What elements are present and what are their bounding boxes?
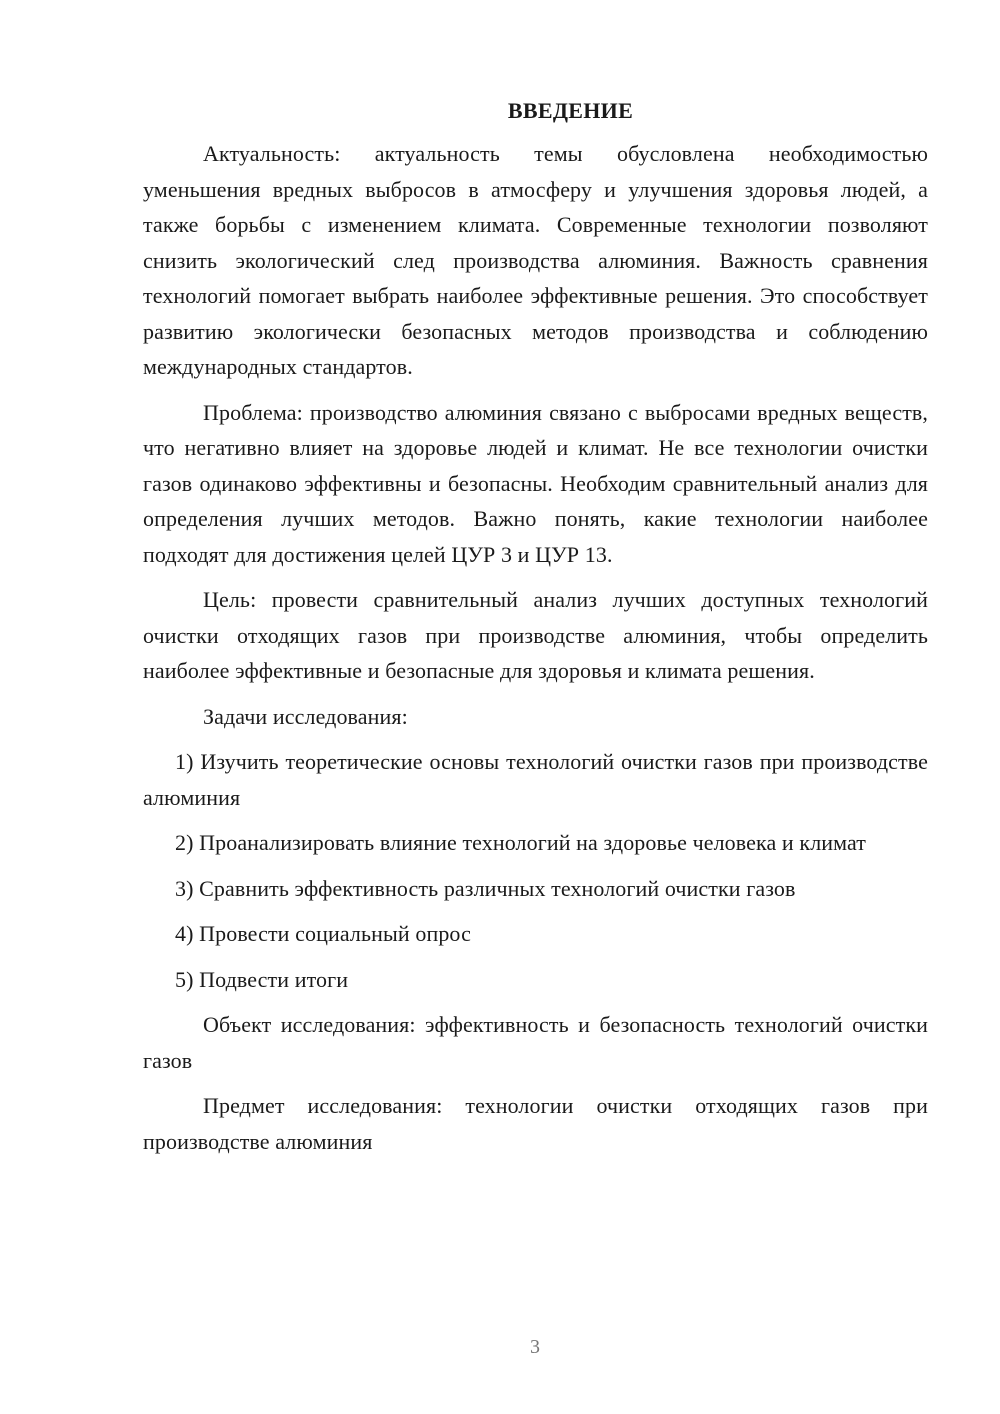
- task-item-2: 2) Проанализировать влияние технологий на здоровье человека и климат: [175, 830, 867, 855]
- section-title: ВВЕДЕНИЕ: [507, 98, 634, 123]
- task-item-5: 5) Подвести итоги: [175, 966, 349, 992]
- subject-paragraph: Предмет исследования: технологии очистки отходящих газов при производстве алюминия: [143, 1093, 928, 1154]
- problem-paragraph: Проблема: производство алюминия связано с выбросами вредных веществ, что негативно влияет на здоровье людей и климат. Не все технологии очистки газов одинаково эффективны и безопасны. Необходим сравнительный анализ для определения лучших методов. Важно понять, какие технологии наиболее подходят для достижения целей ЦУР 3 и ЦУР 13.: [143, 399, 928, 567]
- tasks-heading: Задачи исследования:: [203, 703, 408, 729]
- task-item-3: 3) Сравнить эффективность различных технологий очистки газов: [175, 875, 796, 901]
- goal-paragraph: Цель: провести сравнительный анализ лучших доступных технологий очистки отходящих газов при производстве алюминия, чтобы определить наиболее эффективные и безопасные для здоровья и климата решения.: [143, 587, 928, 683]
- task-item-4: 4) Провести социальный опрос: [175, 921, 471, 946]
- page-number: 3: [530, 1336, 540, 1358]
- task-item-1: 1) Изучить теоретические основы технологий очистки газов при производстве алюминия: [143, 749, 928, 810]
- relevance-paragraph: Актуальность: актуальность темы обусловлена необходимостью уменьшения вредных выбросов в атмосферу и улучшения здоровья людей, а также борьбы с изменением климата. Современные технологии позволяют снизить экологический след производства алюминия. Важность сравнения технологий помогает выбрать наиболее эффективные решения. Это способствует развитию экологически безопасных методов производства и соблюдению международных стандартов.: [143, 141, 928, 379]
- object-paragraph: Объект исследования: эффективность и безопасность технологий очистки газов: [143, 1012, 928, 1073]
